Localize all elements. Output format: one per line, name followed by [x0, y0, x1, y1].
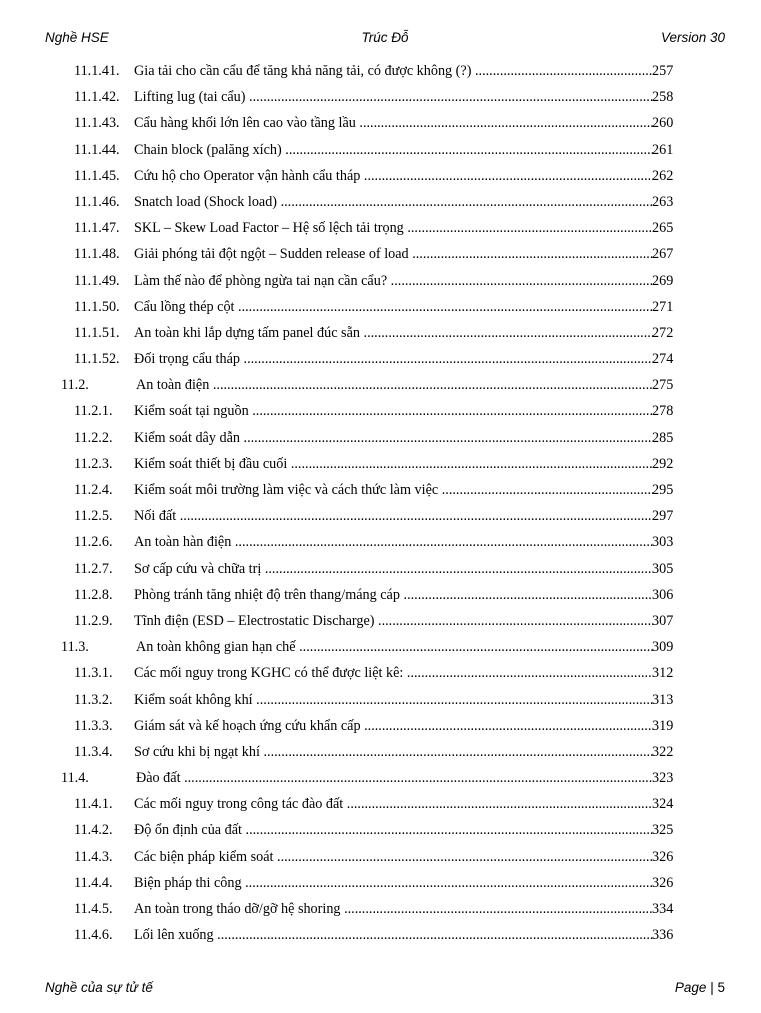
toc-entry-number: 11.3.2.	[74, 691, 113, 708]
toc-entry-number: 11.2.5.	[74, 508, 113, 525]
toc-entry-page: 258	[652, 89, 674, 106]
toc-entry-title: Sơ cấp cứu và chữa trị .....	[134, 556, 653, 582]
toc-entry-page: 336	[652, 927, 674, 944]
toc-entry[interactable]	[0, 896, 761, 922]
toc-entry-title: Kiểm soát dây dẫn .....	[134, 425, 653, 451]
toc-entry-title: Các mối nguy trong công tác đào đất .....	[134, 791, 653, 817]
toc-entry-page: 261	[652, 141, 674, 158]
toc-entry-title: Gia tải cho cần cẩu để tăng khả năng tải, có được không (?) .....	[134, 58, 653, 84]
toc-entry-title: Cẩu lồng thép cột .....	[134, 294, 653, 320]
toc-entry-page: 275	[652, 377, 674, 394]
toc-entry-page: 323	[652, 770, 674, 787]
page-footer	[45, 980, 725, 998]
toc-entry-page: 269	[652, 272, 674, 289]
toc-entry-number: 11.4.1.	[74, 796, 113, 813]
toc-entry[interactable]	[0, 372, 761, 398]
toc-entry-title: Nối đất .....	[134, 503, 653, 529]
toc-entry[interactable]	[0, 425, 761, 451]
toc-entry[interactable]	[0, 634, 761, 660]
toc-entry-number: 11.1.51.	[74, 324, 120, 341]
toc-entry[interactable]	[0, 582, 761, 608]
toc-entry-page: 267	[652, 246, 674, 263]
toc-entry-title: An toàn không gian hạn chế .....	[136, 634, 653, 660]
footer-page-number: 5	[717, 980, 725, 995]
toc-entry-title: An toàn khi lắp dựng tấm panel đúc sẵn .....	[134, 320, 653, 346]
toc-entry-number: 11.1.41.	[74, 63, 120, 79]
toc-entry-number: 11.3.4.	[74, 743, 113, 760]
toc-entry-number: 11.1.48.	[74, 246, 120, 263]
toc-entry[interactable]	[0, 346, 761, 372]
toc-entry-number: 11.1.52.	[74, 351, 120, 368]
toc-entry-page: 334	[652, 901, 674, 917]
toc-entry-number: 11.3.	[61, 639, 89, 656]
toc-entry-number: 11.2.7.	[74, 560, 113, 577]
toc-entry[interactable]	[0, 398, 761, 424]
toc-entry-title: An toàn điện .....	[136, 372, 653, 398]
toc-entry-number: 11.1.43.	[74, 115, 120, 132]
toc-entry[interactable]	[0, 320, 761, 346]
toc-entry-number: 11.4.	[61, 770, 89, 787]
toc-entry-title: Cứu hộ cho Operator vận hành cẩu tháp .....	[134, 163, 653, 189]
toc-entry-title: SKL – Skew Load Factor – Hệ số lệch tải trọng .....	[134, 215, 653, 241]
toc-entry-page: 305	[652, 560, 674, 577]
toc-entry-number: 11.4.4.	[74, 874, 113, 891]
toc-entry-number: 11.2.9.	[74, 612, 113, 629]
toc-entry-page: 319	[652, 717, 674, 734]
toc-entry-number: 11.1.49.	[74, 272, 120, 289]
toc-entry-title: Giải phóng tải đột ngột – Sudden release of load .....	[134, 241, 653, 267]
toc-entry-title: Tĩnh điện (ESD – Electrostatic Discharge) .....	[134, 608, 653, 634]
toc-entry-number: 11.4.3.	[74, 848, 113, 865]
toc-entry[interactable]	[0, 739, 761, 765]
toc-entry-page: 326	[652, 848, 674, 865]
footer-slogan: Nghề của sự tử tế	[45, 980, 153, 995]
toc-entry-number: 11.2.6.	[74, 534, 113, 551]
toc-entry-number: 11.1.45.	[74, 167, 120, 184]
toc-entry-number: 11.3.3.	[74, 717, 113, 734]
toc-entry[interactable]	[0, 163, 761, 189]
toc-entry[interactable]	[0, 294, 761, 320]
toc-entry[interactable]	[0, 58, 761, 84]
toc-entry-page: 262	[652, 167, 674, 184]
toc-entry-title: Kiểm soát thiết bị đầu cuối .....	[134, 451, 653, 477]
table-of-contents	[0, 58, 761, 948]
toc-entry-title: An toàn hàn điện .....	[134, 529, 653, 555]
toc-entry[interactable]	[0, 503, 761, 529]
toc-entry-page: 297	[652, 508, 674, 525]
toc-entry-page: 263	[652, 193, 674, 210]
toc-entry-title: Các mối nguy trong KGHC có thể được liệt kê: .....	[134, 660, 653, 686]
toc-entry-title: Biện pháp thi công .....	[134, 870, 653, 896]
toc-entry[interactable]	[0, 110, 761, 136]
toc-entry-page: 324	[652, 796, 674, 813]
toc-entry-page: 285	[652, 429, 674, 446]
footer-separator: |	[710, 980, 714, 995]
toc-entry[interactable]	[0, 687, 761, 713]
toc-entry-number: 11.1.44.	[74, 141, 120, 158]
toc-entry-number: 11.2.8.	[74, 586, 113, 603]
toc-entry-page: 265	[652, 220, 674, 237]
toc-entry[interactable]	[0, 922, 761, 948]
toc-entry[interactable]	[0, 817, 761, 843]
header-author: Trúc Đỗ	[361, 30, 409, 45]
toc-entry[interactable]	[0, 765, 761, 791]
toc-entry[interactable]	[0, 268, 761, 294]
toc-entry-title: Các biện pháp kiểm soát .....	[134, 844, 653, 870]
toc-entry-page: 325	[652, 822, 674, 839]
toc-entry[interactable]	[0, 608, 761, 634]
toc-entry-page: 326	[652, 874, 674, 891]
toc-entry-title: Kiểm soát tại nguồn .....	[134, 398, 653, 424]
toc-entry-page: 260	[652, 115, 674, 132]
toc-entry-number: 11.2.1.	[74, 403, 113, 420]
footer-page-word: Page	[674, 980, 707, 995]
toc-entry-title: Đào đất .....	[136, 765, 653, 791]
toc-entry-page: 278	[652, 403, 674, 420]
footer-page-indicator	[675, 980, 725, 995]
toc-entry[interactable]	[0, 844, 761, 870]
page-header	[45, 30, 725, 48]
toc-entry-title: Kiểm soát môi trường làm việc và cách thức làm việc .....	[134, 477, 653, 503]
toc-entry-page: 295	[652, 482, 674, 498]
toc-entry-page: 271	[652, 298, 674, 315]
toc-entry-number: 11.2.4.	[74, 482, 113, 498]
toc-entry[interactable]	[0, 529, 761, 555]
toc-entry[interactable]	[0, 241, 761, 267]
toc-entry-number: 11.4.6.	[74, 927, 113, 944]
toc-entry-number: 11.1.50.	[74, 298, 120, 315]
header-left-title: Nghề HSE	[45, 30, 109, 45]
toc-entry-page: 322	[652, 743, 674, 760]
toc-entry-title: Lối lên xuống .....	[134, 922, 653, 948]
toc-entry[interactable]	[0, 870, 761, 896]
toc-entry-number: 11.2.3.	[74, 455, 113, 472]
toc-entry[interactable]	[0, 215, 761, 241]
toc-entry-number: 11.1.47.	[74, 220, 120, 237]
toc-entry-page: 306	[652, 586, 674, 603]
toc-entry-page: 307	[652, 612, 674, 629]
toc-entry-number: 11.3.1.	[74, 665, 113, 682]
header-version: Version 30	[660, 30, 725, 45]
toc-entry-title: Kiểm soát không khí .....	[134, 687, 653, 713]
toc-entry-number: 11.1.46.	[74, 193, 120, 210]
toc-entry-title: Phòng tránh tăng nhiệt độ trên thang/máng cáp .....	[134, 582, 653, 608]
toc-entry[interactable]	[0, 137, 761, 163]
toc-entry-title: Lifting lug (tai cẩu) .....	[134, 84, 653, 110]
toc-entry-title: Chain block (palăng xích) .....	[134, 137, 653, 163]
toc-entry[interactable]	[0, 477, 761, 503]
toc-entry-title: Snatch load (Shock load) .....	[134, 189, 653, 215]
toc-entry-title: Đối trọng cẩu tháp .....	[134, 346, 653, 372]
toc-entry[interactable]	[0, 556, 761, 582]
toc-entry[interactable]	[0, 84, 761, 110]
toc-entry-number: 11.4.5.	[74, 901, 113, 917]
toc-entry-number: 11.2.	[61, 377, 89, 394]
toc-entry-title: Làm thế nào để phòng ngừa tai nạn cần cẩu? .....	[134, 268, 653, 294]
toc-entry[interactable]	[0, 713, 761, 739]
toc-entry-title: Giám sát và kế hoạch ứng cứu khẩn cấp .....	[134, 713, 653, 739]
toc-entry-page: 303	[652, 534, 674, 551]
toc-entry-title: Cẩu hàng khối lớn lên cao vào tầng lầu .....	[134, 110, 653, 136]
toc-entry-title: Sơ cứu khi bị ngạt khí .....	[134, 739, 653, 765]
toc-entry[interactable]	[0, 791, 761, 817]
toc-entry-page: 312	[652, 665, 674, 682]
toc-entry[interactable]	[0, 660, 761, 686]
toc-entry-title: An toàn trong tháo dỡ/gỡ hệ shoring .....	[134, 896, 653, 922]
toc-entry-page: 274	[652, 351, 674, 368]
toc-entry[interactable]	[0, 189, 761, 215]
toc-entry-page: 313	[652, 691, 674, 708]
toc-entry-page: 257	[652, 63, 674, 79]
toc-entry-page: 272	[652, 324, 674, 341]
toc-entry-number: 11.2.2.	[74, 429, 113, 446]
toc-entry-number: 11.1.42.	[74, 89, 120, 106]
toc-entry[interactable]	[0, 451, 761, 477]
toc-entry-page: 309	[652, 639, 674, 656]
toc-entry-number: 11.4.2.	[74, 822, 113, 839]
toc-entry-title: Độ ổn định của đất .....	[134, 817, 653, 843]
toc-entry-page: 292	[652, 455, 674, 472]
